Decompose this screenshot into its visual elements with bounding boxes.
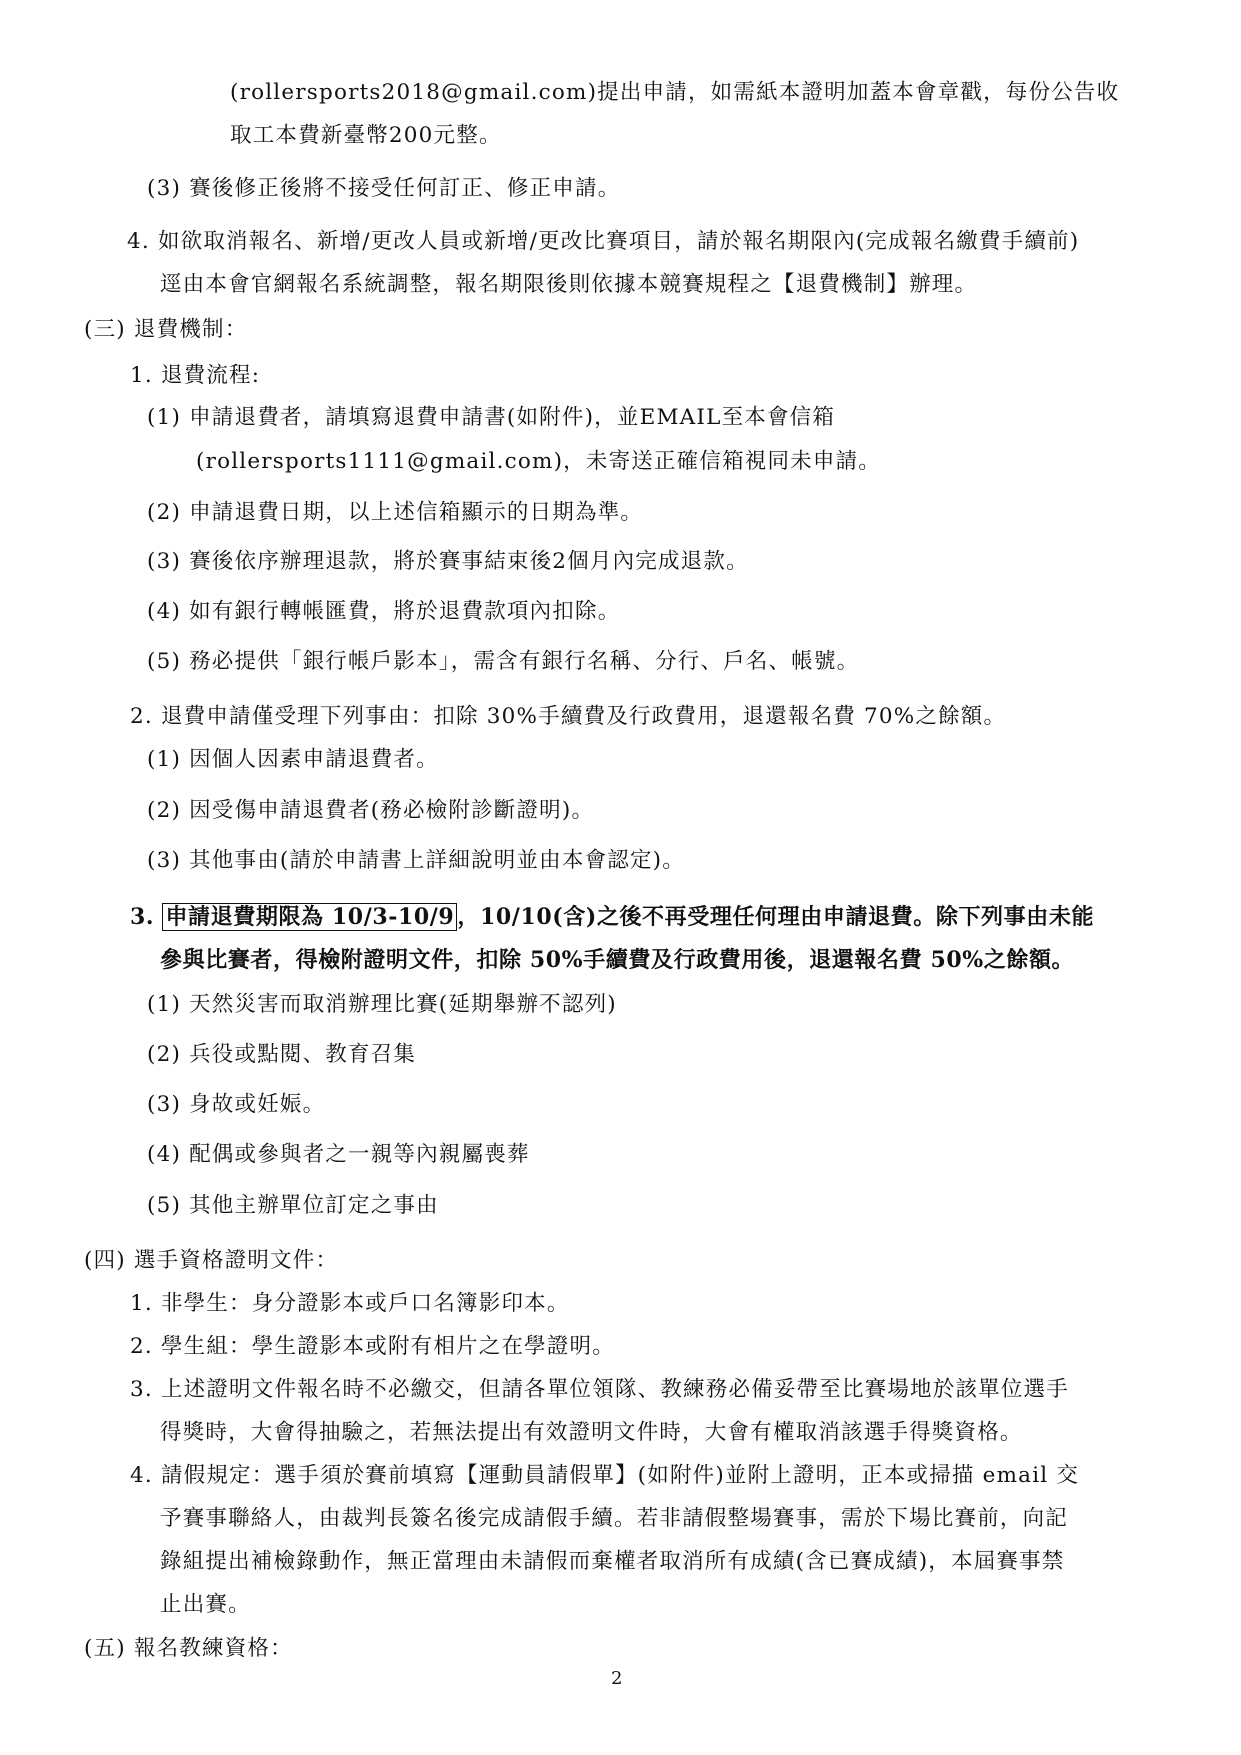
section-heading: (四) 選手資格證明文件： (84, 1248, 339, 1273)
text-line: 3. 上述證明文件報名時不必繳交，但請各單位領隊、教練務必備妥帶至比賽場地於該單位選手 (130, 1377, 1069, 1402)
text-line-bold: 參與比賽者，得檢附證明文件，扣除 50%手續費及行政費用後，退還報名費 50%之餘額。 (160, 947, 1075, 973)
text-line: 取工本費新臺幣200元整。 (230, 123, 502, 148)
text-line: 錄組提出補檢錄動作，無正當理由未請假而棄權者取消所有成績(含已賽成績)，本屆賽事禁 (160, 1549, 1065, 1574)
text-line: 予賽事聯絡人，由裁判長簽名後完成請假手續。若非請假整場賽事，需於下場比賽前，向記 (160, 1506, 1069, 1531)
text-line: (rollersports2018@gmail.com)提出申請，如需紙本證明加蓋本會章戳，每份公告收 (230, 80, 1120, 105)
refund-deadline-line (130, 903, 1094, 931)
text-line: (2) 因受傷申請退費者(務必檢附診斷證明)。 (147, 798, 595, 823)
text-line: (4) 如有銀行轉帳匯費，將於退費款項內扣除。 (147, 599, 621, 624)
refund-deadline-text: ，10/10(含)之後不再受理任何理由申請退費。除下列事由未能 (457, 904, 1095, 930)
text-line: (3) 賽後依序辦理退款，將於賽事結束後2個月內完成退款。 (147, 549, 749, 574)
text-line: (3) 賽後修正後將不接受任何訂正、修正申請。 (147, 176, 621, 201)
text-line: (rollersports1111@gmail.com)，未寄送正確信箱視同未申請。 (196, 449, 881, 474)
text-line: (3) 身故或妊娠。 (147, 1092, 326, 1117)
text-line: 止出賽。 (160, 1592, 251, 1617)
text-line: (5) 務必提供「銀行帳戶影本」，需含有銀行名稱、分行、戶名、帳號。 (147, 649, 860, 674)
section-heading: (三) 退費機制： (84, 317, 248, 342)
text-line: (5) 其他主辦單位訂定之事由 (147, 1193, 439, 1218)
text-line: (2) 申請退費日期，以上述信箱顯示的日期為準。 (147, 500, 644, 525)
item-number: 3. (130, 904, 155, 930)
text-line: 逕由本會官網報名系統調整，報名期限後則依據本競賽規程之【退費機制】辦理。 (160, 272, 978, 297)
text-line: 2. 退費申請僅受理下列事由：扣除 30%手續費及行政費用，退還報名費 70%之餘額。 (130, 704, 1007, 729)
text-line: (4) 配偶或參與者之一親等內親屬喪葬 (147, 1142, 530, 1167)
text-line: 1. 退費流程: (130, 363, 261, 388)
text-line: 4. 請假規定：選手須於賽前填寫【運動員請假單】(如附件)並附上證明，正本或掃描 email 交 (130, 1463, 1080, 1488)
text-line: 2. 學生組：學生證影本或附有相片之在學證明。 (130, 1334, 615, 1359)
text-line: 4. 如欲取消報名、新增/更改人員或新增/更改比賽項目，請於報名期限內(完成報名繳費手續前) (127, 229, 1080, 254)
text-line: 1. 非學生：身分證影本或戶口名簿影印本。 (130, 1291, 570, 1316)
text-line: (2) 兵役或點閱、教育召集 (147, 1042, 417, 1067)
section-heading: (五) 報名教練資格： (84, 1636, 293, 1661)
refund-deadline-box: 申請退費期限為 10/3-10/9 (162, 903, 457, 931)
text-line: (3) 其他事由(請於申請書上詳細說明並由本會認定)。 (147, 848, 685, 873)
page-number: 2 (611, 1668, 623, 1689)
text-line: (1) 天然災害而取消辦理比賽(延期舉辦不認列) (147, 992, 617, 1017)
text-line: (1) 申請退費者，請填寫退費申請書(如附件)，並EMAIL至本會信箱 (147, 405, 836, 430)
text-line: 得獎時，大會得抽驗之，若無法提出有效證明文件時，大會有權取消該選手得獎資格。 (160, 1420, 1023, 1445)
text-line: (1) 因個人因素申請退費者。 (147, 747, 439, 772)
